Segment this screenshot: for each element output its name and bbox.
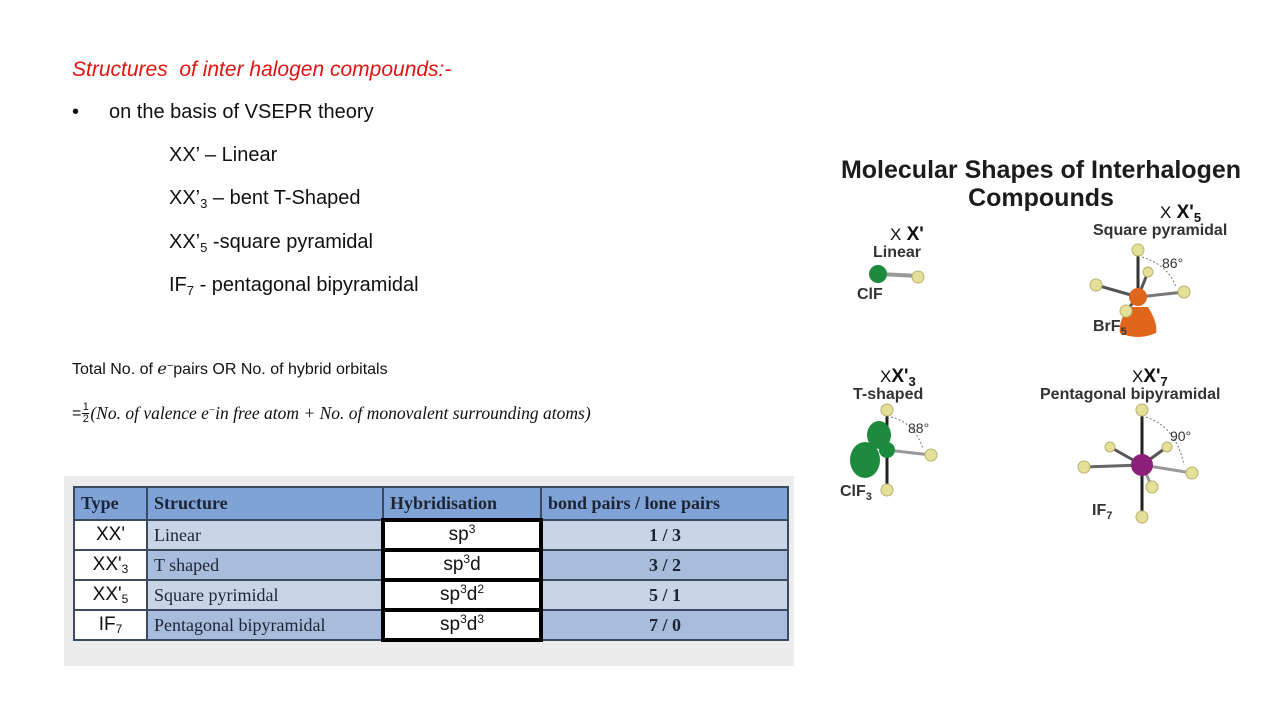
table-row: [74, 550, 788, 580]
type-cell: [74, 550, 147, 580]
type-main: XX': [96, 524, 125, 545]
molecule-name: [857, 286, 883, 304]
formula-expr-part1: (No. of valence e: [90, 403, 209, 423]
formula-x1: X: [880, 367, 892, 386]
formula-x2: X': [891, 366, 909, 387]
hyb-sup1: 3: [460, 582, 467, 596]
shape-description: - pentagonal bipyramidal: [194, 274, 419, 296]
hybridisation-cell: [383, 610, 541, 640]
hyb-main: sp: [443, 554, 464, 575]
shape-formula-subscript: 3: [200, 196, 208, 211]
hyb-main: sp: [439, 584, 461, 605]
type-cell: [74, 580, 147, 610]
shape-item-linear: [169, 144, 277, 167]
structure-cell: Pentagonal bipyramidal: [147, 610, 383, 640]
molecule-shape-label: Linear: [873, 244, 922, 261]
electron-charge: −: [166, 360, 174, 372]
pairs-cell: 5 / 1: [541, 580, 788, 610]
molecule-name-sub: 5: [1120, 326, 1127, 338]
hyb-d: d: [466, 614, 478, 635]
shape-item-pentagonal-bipyramidal: [169, 274, 419, 297]
hyb-sup1: 3: [463, 552, 471, 566]
shape-description: -square pyramidal: [207, 231, 373, 253]
formula-sub: 3: [908, 374, 916, 389]
bond-angle-label: 90°: [1170, 428, 1192, 444]
molecule-shape-label: T-shaped: [853, 386, 924, 403]
hyb-sup2: 3: [477, 612, 485, 626]
shape-item-t-shaped: [169, 187, 360, 210]
formula-x1: X: [890, 225, 902, 244]
pairs-cell: 3 / 2: [541, 550, 788, 580]
header-type: Type: [74, 487, 147, 520]
shape-formula: XX’: [169, 231, 201, 253]
molecule-name-main: ClF: [857, 286, 883, 303]
formula-expression: [90, 403, 590, 424]
molecule-name-main: IF: [1092, 502, 1107, 519]
type-sub: 7: [115, 622, 123, 636]
header-structure: Structure: [147, 487, 383, 520]
formula-label: [72, 359, 388, 379]
molecule-shape-label: Pentagonal bipyramidal: [1040, 386, 1221, 403]
table-row: [74, 520, 788, 550]
structure-cell: Square pyrimidal: [147, 580, 383, 610]
fraction-denominator: 2: [82, 413, 89, 425]
structure-cell: T shaped: [147, 550, 383, 580]
bullet-marker: •: [72, 101, 80, 123]
slide-title: Structures of inter halogen compounds:-: [72, 58, 452, 81]
shape-formula: XX’: [169, 144, 200, 166]
shape-formula-subscript: 5: [200, 240, 208, 255]
bond-angle-label: 88°: [908, 420, 930, 436]
molecule-formula-xx7: [1132, 366, 1168, 388]
molecule-name-sub: 7: [1106, 510, 1113, 522]
type-sub: 5: [121, 592, 129, 606]
type-main: XX': [92, 584, 122, 605]
hybridisation-cell: [383, 550, 541, 580]
header-hybridisation: Hybridisation: [383, 487, 541, 520]
table-header-row: [74, 487, 788, 520]
formula-label-suffix: pairs OR No. of hybrid orbitals: [173, 361, 388, 378]
molecular-shapes-diagram: [810, 150, 1270, 540]
fraction-one-half: [82, 402, 89, 425]
header-bond-lone-pairs: bond pairs / lone pairs: [541, 487, 788, 520]
hybrid-orbital-formula: [72, 402, 591, 425]
hyb-sup1: 3: [460, 612, 467, 626]
hyb-main: sp: [448, 524, 469, 545]
molecule-formula-xx: [890, 224, 924, 246]
diagram-title-line2: Compounds: [968, 184, 1114, 212]
hybridisation-cell: [383, 520, 541, 550]
formula-x1: X: [1132, 367, 1144, 386]
interhalogen-table: [73, 486, 789, 642]
formula-expr-sup: −: [208, 404, 216, 416]
type-main: XX': [92, 554, 122, 575]
shape-formula: XX’: [169, 187, 201, 209]
table-row: [74, 610, 788, 640]
formula-label-prefix: Total No. of: [72, 361, 158, 378]
type-main: IF: [98, 614, 116, 635]
formula-expr-part2: in free atom + No. of monovalent surrounding atoms): [215, 403, 591, 423]
shape-description: – Linear: [199, 144, 278, 166]
equals-sign: =: [72, 404, 82, 422]
formula-x1: X: [1160, 203, 1172, 222]
type-cell: [74, 520, 147, 550]
formula-x2: X': [906, 224, 924, 245]
bond-angle-label: 86°: [1162, 255, 1184, 271]
pairs-cell: 7 / 0: [541, 610, 788, 640]
interhalogen-table-frame: [64, 476, 794, 666]
structure-cell: Linear: [147, 520, 383, 550]
type-sub: 3: [121, 562, 129, 576]
hyb-d: d: [470, 554, 481, 575]
shape-formula-subscript: 7: [186, 283, 195, 298]
table-row: [74, 580, 788, 610]
bullet-text: on the basis of VSEPR theory: [109, 101, 374, 123]
shape-formula: IF: [169, 274, 187, 296]
molecule-name-main: ClF: [840, 483, 866, 500]
hyb-main: sp: [439, 614, 461, 635]
hybridisation-cell: [383, 580, 541, 610]
molecule-name: [840, 483, 872, 501]
hyb-sup1: 3: [468, 522, 476, 536]
molecule-name: [1093, 318, 1127, 336]
diagram-title-line1: Molecular Shapes of Interhalogen: [840, 156, 1242, 184]
formula-sub: 5: [1193, 210, 1202, 225]
molecule-shape-label: Square pyramidal: [1093, 222, 1228, 239]
molecule-formula-xx5: [1160, 202, 1201, 224]
hyb-sup2: 2: [477, 582, 485, 596]
shape-item-square-pyramidal: [169, 231, 373, 254]
pairs-cell: 1 / 3: [541, 520, 788, 550]
electron-symbol: e: [157, 359, 167, 378]
molecule-name-main: BrF: [1093, 318, 1121, 335]
formula-x2: X': [1176, 202, 1194, 223]
hyb-d: d: [466, 584, 478, 605]
bullet-point: [72, 101, 374, 124]
formula-sub: 7: [1160, 374, 1168, 389]
molecule-name: [1092, 502, 1112, 520]
formula-x2: X': [1143, 366, 1161, 387]
type-cell: [74, 610, 147, 640]
fraction-numerator: 1: [82, 401, 89, 413]
molecule-name-sub: 3: [865, 491, 872, 503]
molecule-formula-xx3: [880, 366, 916, 388]
shape-description: – bent T-Shaped: [207, 187, 361, 209]
